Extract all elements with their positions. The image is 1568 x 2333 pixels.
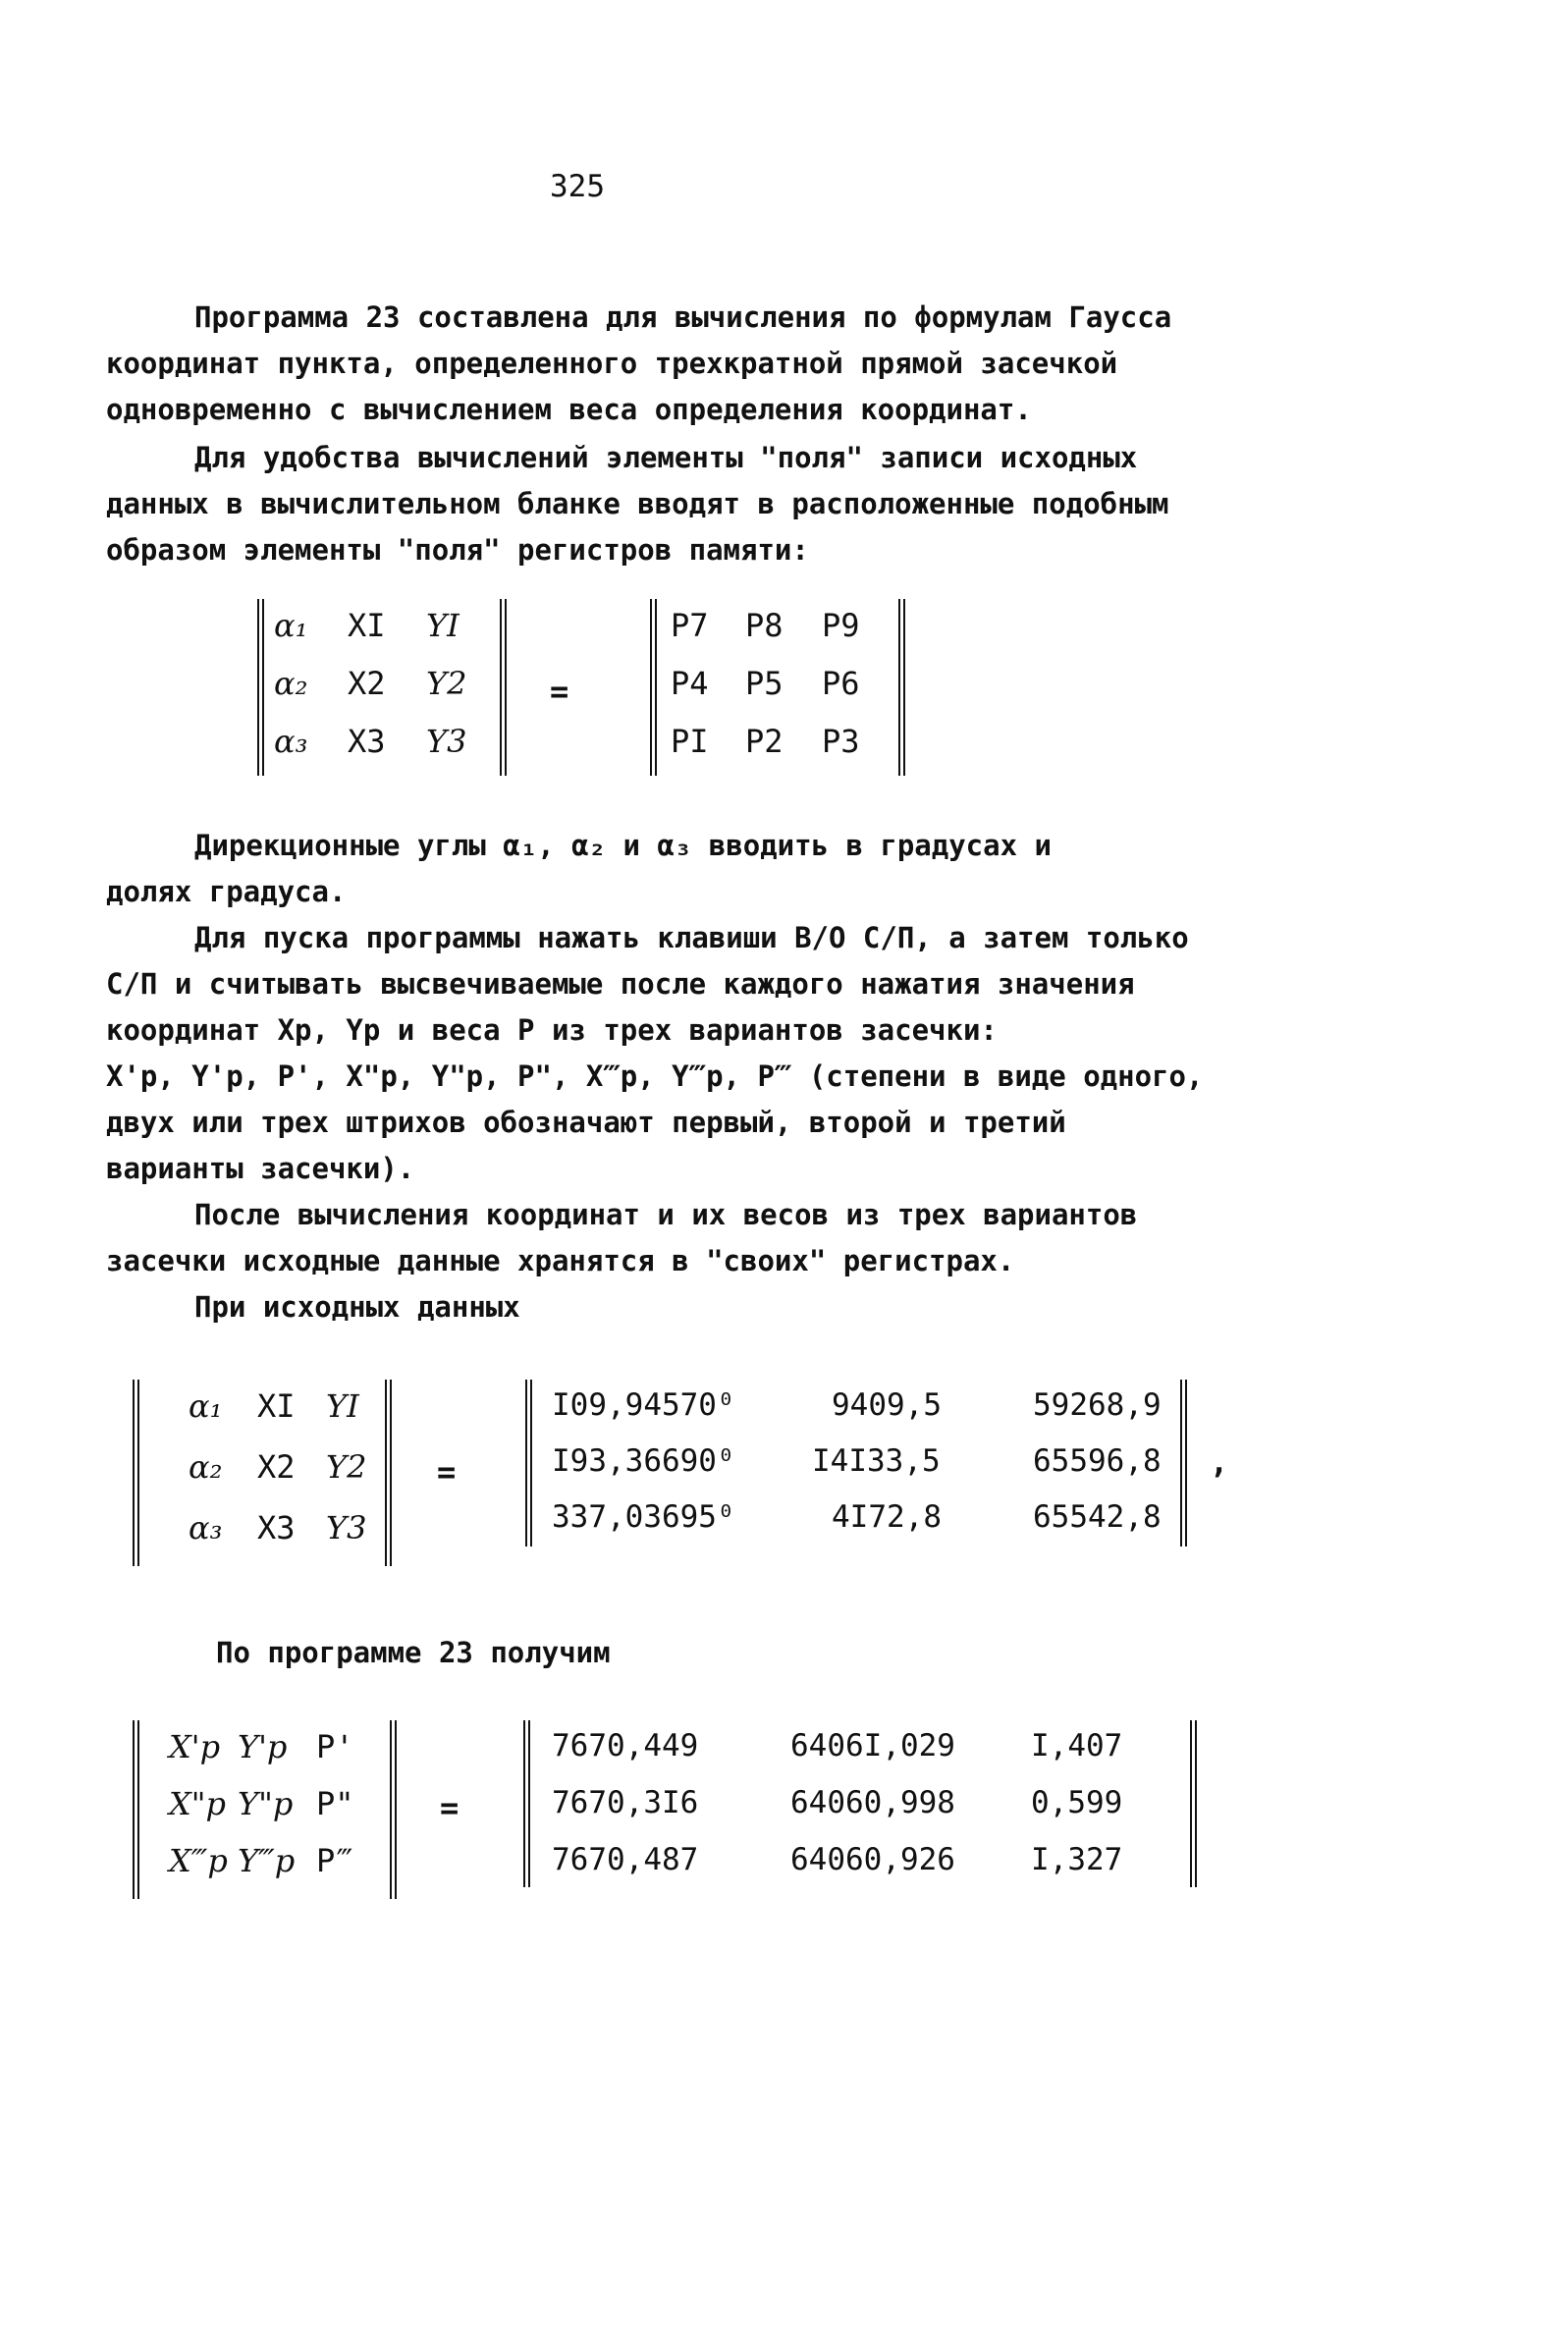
- m2-r-2-0: 337,03695⁰: [552, 1499, 735, 1535]
- m2-l-0-0: α₁: [189, 1387, 223, 1425]
- m2-l-1-0: α₂: [189, 1448, 223, 1486]
- m3-r-2-2: I,327: [1031, 1842, 1123, 1877]
- m2-l-0-2: YI: [326, 1387, 359, 1425]
- matrix2-trailing-comma: ,: [1210, 1443, 1229, 1481]
- m1-r-2-0: PI: [671, 723, 709, 760]
- m3-l-2-1: Y‴p: [238, 1842, 296, 1879]
- paragraph-5: После вычисления координат и их весов из трех вариантов засечки исходные данные хранятся в "своих" регистрах.: [106, 1198, 1138, 1277]
- m3-l-0-2: P': [316, 1728, 354, 1765]
- m2-r-0-2: 59268,9: [1033, 1387, 1162, 1423]
- m3-l-2-2: P‴: [316, 1842, 354, 1879]
- matrix1-right: [650, 599, 905, 776]
- m3-l-1-2: P": [316, 1785, 354, 1822]
- m1-l-0-1: XI: [348, 607, 386, 644]
- m2-r-2-1: 4I72,8: [832, 1499, 942, 1535]
- paragraph-6: При исходных данных: [194, 1290, 520, 1324]
- matrix1-left: [257, 599, 507, 776]
- matrix2-equals: =: [437, 1453, 457, 1491]
- m3-l-0-0: X'p: [169, 1728, 221, 1765]
- paragraph-3: Дирекционные углы α₁, α₂ и α₃ вводить в градусах и долях градуса.: [106, 829, 1052, 908]
- m1-r-2-2: P3: [822, 723, 860, 760]
- m3-r-1-0: 7670,3I6: [552, 1785, 699, 1820]
- matrix3-left: [133, 1720, 397, 1899]
- m2-l-2-0: α₃: [189, 1509, 223, 1546]
- matrix1-equals: =: [550, 673, 569, 710]
- m1-l-1-2: Y2: [426, 665, 467, 702]
- matrix3-right: [523, 1720, 1197, 1887]
- page-number: 325: [550, 169, 605, 204]
- m3-l-1-1: Y"p: [238, 1785, 294, 1822]
- paragraph-2: Для удобства вычислений элементы "поля" записи исходных данных в вычислительном бланке вводят в расположенные подобным образом элементы "поля" регистров памяти:: [106, 441, 1169, 567]
- paragraph-4: Для пуска программы нажать клавиши В/О С/П, а затем только С/П и считывать высвечиваемые после каждого нажатия значения координат Xp, Yp и веса P из трех вариантов засечки: X'p, Y'p, P', X"p, Y"p, P", X‴p, Y‴p, P‴ (степени в виде одного, двух или трех штрихов обозначают первый, второй и третий варианты засечки).: [106, 921, 1204, 1185]
- matrix2-left: [133, 1380, 392, 1566]
- m1-l-2-1: X3: [348, 723, 386, 760]
- m3-l-2-0: X‴p: [169, 1842, 228, 1879]
- m2-r-0-1: 9409,5: [832, 1387, 942, 1423]
- m1-r-1-0: P4: [671, 665, 709, 702]
- m2-l-2-2: Y3: [326, 1509, 367, 1546]
- paragraph-1: Программа 23 составлена для вычисления по формулам Гаусса координат пункта, определенного трехкратной прямой засечкой одновременно с вычислением веса определения координат.: [106, 300, 1172, 426]
- m2-r-0-0: I09,94570⁰: [552, 1387, 735, 1423]
- paragraph-7: По программе 23 получим: [216, 1636, 611, 1669]
- m2-l-1-1: X2: [257, 1448, 296, 1486]
- m3-r-2-1: 64060,926: [790, 1842, 955, 1877]
- m1-l-1-0: α₂: [274, 665, 308, 702]
- m1-r-1-1: P5: [745, 665, 784, 702]
- m1-l-2-0: α₃: [274, 723, 308, 760]
- m3-l-0-1: Y'p: [238, 1728, 288, 1765]
- m3-r-0-0: 7670,449: [552, 1728, 699, 1763]
- m2-l-2-1: X3: [257, 1509, 296, 1546]
- m1-l-1-1: X2: [348, 665, 386, 702]
- m2-l-0-1: XI: [257, 1387, 296, 1425]
- matrix2-right: [525, 1380, 1187, 1546]
- m2-l-1-2: Y2: [326, 1448, 367, 1486]
- m3-l-1-0: X"p: [169, 1785, 226, 1822]
- m1-r-0-0: P7: [671, 607, 709, 644]
- m1-r-0-2: P9: [822, 607, 860, 644]
- m2-r-2-2: 65542,8: [1033, 1499, 1162, 1535]
- m3-r-1-2: 0,599: [1031, 1785, 1123, 1820]
- m1-l-0-0: α₁: [274, 607, 308, 644]
- matrix3-equals: =: [440, 1789, 460, 1826]
- m1-l-2-2: Y3: [426, 723, 467, 760]
- m3-r-0-2: I,407: [1031, 1728, 1123, 1763]
- m1-r-1-2: P6: [822, 665, 860, 702]
- m3-r-1-1: 64060,998: [790, 1785, 955, 1820]
- m1-r-2-1: P2: [745, 723, 784, 760]
- m3-r-2-0: 7670,487: [552, 1842, 699, 1877]
- m2-r-1-0: I93,36690⁰: [552, 1443, 735, 1479]
- m1-l-0-2: YI: [426, 607, 460, 644]
- m1-r-0-1: P8: [745, 607, 784, 644]
- m2-r-1-2: 65596,8: [1033, 1443, 1162, 1479]
- m3-r-0-1: 6406I,029: [790, 1728, 955, 1763]
- m2-r-1-1: I4I33,5: [812, 1443, 941, 1479]
